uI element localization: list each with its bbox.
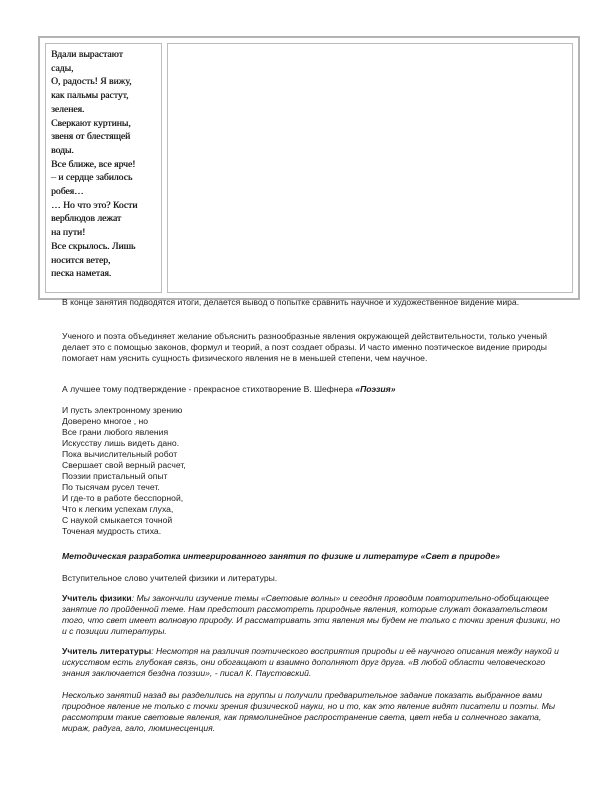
poem-line: О, радость! Я вижу, [51,76,132,88]
poem-line: как пальмы растут, [51,90,129,102]
empty-cell [167,43,573,293]
verse-line: Искусству лишь видеть дано. [62,438,180,448]
poem-line: воды. [51,144,74,156]
confirmation-text: А лучшее тому подтверждение - прекрасное стихотворение В. Шефнера [62,384,356,394]
literature-teacher-paragraph [62,646,560,679]
poem-line: робея… [51,186,84,198]
verse-line: С наукой смыкается точной [62,515,173,525]
verse-line: Пока вычислительный робот [62,449,178,459]
literature-teacher-label: Учитель литературы [62,646,152,656]
poem-line: звеня от блестящей [51,131,131,143]
scientist-poet-paragraph: Ученого и поэта объединяет желание объяснить разнообразные явления окружающей действительности, только ученый делает это с помощью законов, формул и теорий, а поэт создает образы. И часто именно поэтическое видение природы помогает нам уяснить сущность физического явления не в меньшей степени, чем научное. [62,331,548,363]
poem-line: на пути! [51,227,86,239]
verse-line: Доверено многое , но [62,416,149,426]
verse-line: Свершает свой верный расчет, [62,460,186,470]
poem-text [46,44,161,281]
poem-line: носится ветер, [51,254,111,266]
literature-teacher-text: : Несмотря на различия поэтического восприятия природы и её научного описания между наукой и искусством есть глубокая связь, они обогащают и взаимно дополняют друг друга. «В любой области человеческого знания заключается бездна поэзии», - писал К. Паустовский. [62,646,559,678]
groups-paragraph: Несколько занятий назад вы разделились на группы и получили предварительное задание показать выбранное вами природное явление не только с точки зрения физической науки, но и то, как это явление видят писатели и поэты. Мы рассмотрим такие световые явления, как прямолинейное распространение света, цвет неба и солнечного заката, мираж, радуга, гало, люминесценция. [62,690,556,733]
verse-block [62,405,560,537]
physics-teacher-label: Учитель физики [62,593,132,603]
poem-line: Вдали вырастают [51,49,123,60]
verse-line: И где-то в работе бесспорной, [62,493,184,503]
physics-teacher-text: : Мы закончили изучение темы «Световые волны» и сегодня проводим повторительно-обобщающее занятие по пройденной теме. Нам предстоит рассмотреть природные явления, которые служат доказательством того, что свет имеет волновую природу. И рассматривать эти явления мы будем не только с точки зрения физики, но и с позиции литературы. [62,593,560,636]
poem-table [38,36,580,300]
poem-line: Все скрылось. Лишь [51,240,136,252]
verse-line: Точеная мудрость стиха. [62,526,162,536]
verse-line: Что к легким успехам глуха, [62,504,174,514]
poem-line: … Но что это? Кости [51,199,138,211]
poem-line: зеленея. [51,103,85,115]
conclusion-paragraph: В конце занятия подводятся итоги, делается вывод о попытке сравнить научное и художественное видение мира. [62,297,520,307]
poem-line: сады, [51,62,74,74]
poem-line: – и сердце забилось [51,172,133,184]
poem-line: Все ближе, все ярче! [51,158,136,170]
physics-teacher-paragraph [62,593,560,637]
method-title: Методическая разработка интегрированного занятия по физике и литературе «Свет в природе» [62,551,501,561]
poem-line: верблюдов лежат [51,213,122,225]
verse-line: Все грани любого явления [62,427,169,437]
intro-paragraph: Вступительное слово учителей физики и литературы. [62,573,278,583]
verse-line: По тысячам русел течет. [62,482,160,492]
verse-line: Поэзии пристальный опыт [62,471,168,481]
verse-line: И пусть электронному зрению [62,405,183,415]
poem-line: песка наметая. [51,268,112,280]
poem-cell [45,43,162,293]
confirmation-paragraph [62,384,560,395]
poem-line: Сверкают куртины, [51,117,131,129]
poem-title: «Поэзия» [355,384,396,394]
